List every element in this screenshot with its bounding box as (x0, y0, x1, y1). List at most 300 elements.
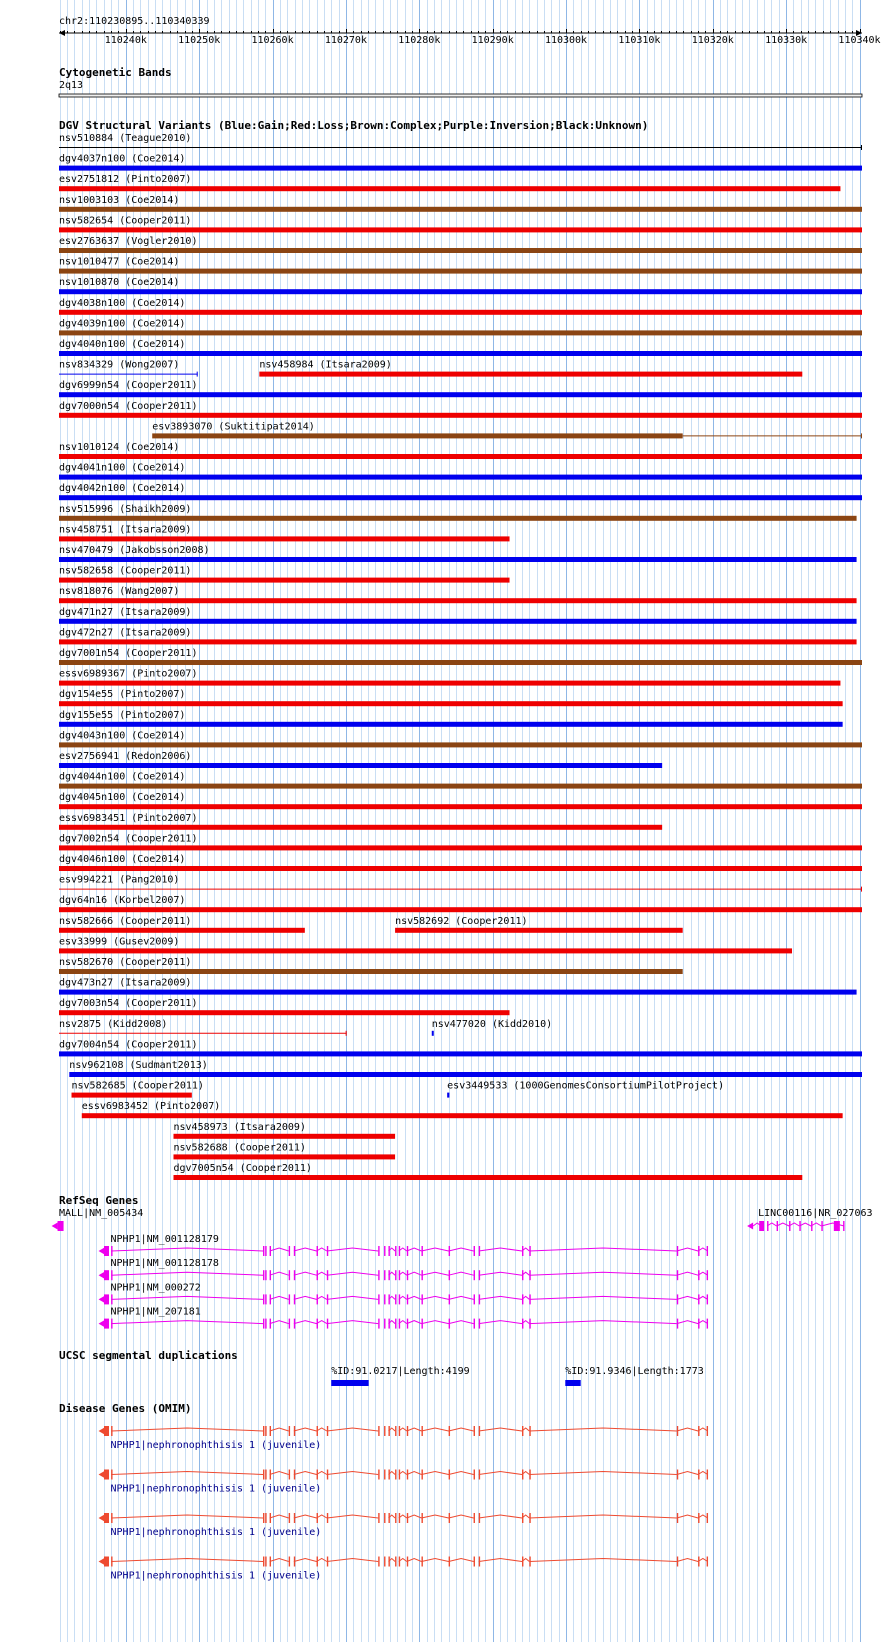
omim-gene-exon (104, 1470, 109, 1480)
refseq-transcript-exon (529, 1294, 530, 1304)
refseq-transcript-intron (449, 1248, 474, 1251)
segdup-track-title: UCSC segmental duplications (59, 1349, 238, 1362)
omim-gene-exon (479, 1470, 480, 1480)
refseq-transcript-exon (707, 1270, 708, 1280)
omim-gene-exon (474, 1426, 475, 1436)
omim-gene-exon (111, 1470, 112, 1480)
omim-gene-exon (265, 1470, 266, 1480)
omim-gene-intron (327, 1472, 378, 1475)
omim-gene-exon (265, 1513, 266, 1523)
refseq-transcript-exon (294, 1294, 295, 1304)
omim-gene-intron (317, 1559, 327, 1562)
omim-gene-intron (677, 1472, 698, 1475)
omim-gene-exon (677, 1426, 678, 1436)
refseq-transcript-intron (317, 1248, 327, 1251)
dgv-variant-label: dgv473n27 (Itsara2009) (59, 977, 192, 989)
strand-arrow-icon (99, 1515, 105, 1522)
refseq-transcript-intron (407, 1248, 422, 1251)
refseq-transcript-exon (677, 1294, 678, 1304)
dgv-variant-bar (69, 1072, 862, 1077)
refseq-transcript-exon (407, 1319, 408, 1329)
omim-gene-exon (104, 1513, 109, 1523)
omim-gene-exon (294, 1470, 295, 1480)
refseq-gene-intron (777, 1223, 789, 1226)
refseq-transcript-intron (407, 1272, 422, 1275)
refseq-gene-exon (799, 1221, 800, 1231)
refseq-transcript-exon (270, 1319, 271, 1329)
refseq-transcript-intron (698, 1248, 708, 1251)
dgv-variant-bar (395, 928, 683, 933)
omim-gene-intron (327, 1428, 378, 1431)
refseq-transcript-intron (479, 1248, 522, 1251)
omim-gene-exon (677, 1513, 678, 1523)
refseq-transcript-exon (479, 1270, 480, 1280)
refseq-transcript-exon (289, 1294, 290, 1304)
omim-gene-exon (449, 1557, 450, 1567)
omim-gene-exon (265, 1557, 266, 1567)
omim-gene-exon (294, 1426, 295, 1436)
dgv-variant-bar (59, 701, 843, 706)
omim-gene-exon (399, 1470, 400, 1480)
omim-gene-exon (104, 1426, 109, 1436)
refseq-transcript-exon (289, 1319, 290, 1329)
omim-gene-intron (421, 1428, 448, 1431)
omim-gene-exon (388, 1470, 389, 1480)
refseq-transcript-exon (529, 1270, 530, 1280)
cytoband-track-title: Cytogenetic Bands (59, 66, 172, 79)
omim-gene-exon (395, 1557, 396, 1567)
dgv-variant-bar (59, 289, 862, 294)
refseq-transcript-exon (289, 1270, 290, 1280)
omim-gene-exon (707, 1513, 708, 1523)
refseq-transcript-intron (479, 1321, 522, 1324)
omim-gene-intron (111, 1428, 263, 1431)
dgv-variant-bar (59, 784, 862, 789)
refseq-transcript-exon (384, 1270, 385, 1280)
dgv-variant-bar (59, 227, 862, 232)
dgv-variant-bar (59, 619, 857, 624)
refseq-transcript-intron (317, 1321, 327, 1324)
ruler-tick-label: 110300k (544, 35, 588, 46)
strand-arrow-icon (747, 1223, 753, 1230)
cytoband-label: 2q13 (59, 80, 84, 91)
omim-gene-exon (449, 1470, 450, 1480)
omim-gene-exon (529, 1513, 530, 1523)
omim-gene-exon (529, 1426, 530, 1436)
dgv-variant-bar (59, 557, 857, 562)
omim-gene-exon (522, 1426, 523, 1436)
refseq-transcript-exon (522, 1270, 523, 1280)
refseq-transcript-exon (529, 1246, 530, 1256)
dgv-variant-label: dgv7003n54 (Cooper2011) (59, 998, 198, 1010)
refseq-gene-exon (777, 1221, 778, 1231)
omim-gene-exon (388, 1426, 389, 1436)
refseq-transcript-intron (529, 1296, 676, 1299)
omim-gene-exon (421, 1470, 422, 1480)
refseq-transcript-intron (294, 1248, 317, 1251)
dgv-variant-label: esv2751812 (Pinto2007) (59, 174, 192, 186)
dgv-variant-label: nsv1010870 (Coe2014) (59, 277, 180, 289)
dgv-variant-bar (59, 969, 683, 974)
refseq-transcript-exon (378, 1319, 379, 1329)
refseq-gene-exon (821, 1221, 822, 1231)
refseq-transcript-exon (407, 1246, 408, 1256)
dgv-variant-label: essv6983452 (Pinto2007) (81, 1101, 221, 1113)
refseq-transcript-label: NPHP1|NM_000272 (110, 1282, 201, 1294)
omim-gene-exon (294, 1557, 295, 1567)
omim-gene-intron (270, 1559, 289, 1562)
dgv-variant-bar (59, 990, 857, 995)
refseq-transcript-exon (421, 1270, 422, 1280)
refseq-gene-exon (834, 1221, 840, 1231)
omim-gene-exon (378, 1426, 379, 1436)
refseq-transcript-exon (111, 1246, 112, 1256)
dgv-variant-label: dgv64n16 (Korbel2007) (59, 895, 186, 907)
dgv-variant-bar (59, 804, 862, 809)
dgv-variant-label: nsv2875 (Kidd2008) (59, 1018, 168, 1030)
dgv-variant-label: essv6989367 (Pinto2007) (59, 668, 198, 680)
refseq-transcript-exon (263, 1246, 264, 1256)
dgv-variant-bar (59, 454, 862, 459)
omim-gene-intron (449, 1559, 474, 1562)
refseq-transcript-exon (270, 1246, 271, 1256)
omim-gene-exon (327, 1557, 328, 1567)
dgv-variant-bar (173, 1134, 395, 1139)
dgv-variant-label: dgv7004n54 (Cooper2011) (59, 1039, 198, 1051)
omim-gene-exon (263, 1470, 264, 1480)
refseq-transcript-exon (698, 1246, 699, 1256)
omim-gene-intron (327, 1515, 378, 1518)
omim-gene-intron (407, 1472, 422, 1475)
dgv-variant-label: dgv154e55 (Pinto2007) (59, 689, 186, 701)
refseq-transcript-intron (529, 1272, 676, 1275)
refseq-transcript-exon (378, 1294, 379, 1304)
omim-gene-exon (263, 1513, 264, 1523)
refseq-transcript-exon (707, 1319, 708, 1329)
dgv-variant-bar (59, 186, 840, 191)
dgv-variant-bar (59, 475, 862, 480)
omim-gene-intron (449, 1472, 474, 1475)
omim-gene-intron (529, 1515, 676, 1518)
refseq-transcript-label: NPHP1|NM_001128179 (110, 1234, 219, 1245)
dgv-variant-label: dgv4040n100 (Coe2014) (59, 339, 186, 350)
omim-gene-exon (289, 1426, 290, 1436)
dgv-variant-label: nsv1010477 (Coe2014) (59, 256, 180, 268)
dgv-variant-bar (173, 1154, 395, 1159)
refseq-transcript-exon (677, 1319, 678, 1329)
refseq-transcript-exon (407, 1270, 408, 1280)
omim-gene-exon (421, 1513, 422, 1523)
omim-gene-exon (479, 1513, 480, 1523)
refseq-gene-intron (767, 1223, 777, 1226)
refseq-transcript-exon (111, 1270, 112, 1280)
omim-gene-exon (289, 1557, 290, 1567)
ruler-tick-label: 110280k (398, 35, 441, 46)
dgv-variant-bar (59, 598, 857, 603)
omim-gene-intron (111, 1515, 263, 1518)
refseq-transcript-intron (677, 1248, 698, 1251)
refseq-transcript-exon (399, 1270, 400, 1280)
ruler-tick-label: 110240k (104, 35, 147, 46)
omim-gene-intron (111, 1559, 263, 1562)
omim-gene-exon (449, 1513, 450, 1523)
omim-gene-intron (479, 1559, 522, 1562)
refseq-transcript-exon (327, 1270, 328, 1280)
refseq-transcript-exon (395, 1319, 396, 1329)
refseq-transcript-intron (449, 1296, 474, 1299)
dgv-variant-label: esv3449533 (1000GenomesConsortiumPilotProject) (447, 1080, 725, 1092)
strand-arrow-icon (99, 1428, 105, 1435)
refseq-transcript-intron (294, 1272, 317, 1275)
omim-gene-intron (529, 1428, 676, 1431)
dgv-variant-bar (59, 310, 862, 315)
omim-gene-intron (479, 1515, 522, 1518)
omim-gene-exon (449, 1426, 450, 1436)
refseq-transcript-intron (317, 1272, 327, 1275)
refseq-transcript-exon (421, 1294, 422, 1304)
omim-gene-exon (104, 1557, 109, 1567)
refseq-transcript-intron (111, 1296, 263, 1299)
omim-gene-exon (399, 1426, 400, 1436)
refseq-transcript-exon (388, 1294, 389, 1304)
segdup-bar (331, 1380, 368, 1386)
refseq-transcript-intron (421, 1321, 448, 1324)
omim-gene-exon (522, 1513, 523, 1523)
refseq-transcript-intron (529, 1248, 676, 1251)
dgv-variant-bar (59, 866, 862, 871)
refseq-transcript-intron (407, 1321, 422, 1324)
omim-gene-exon (479, 1557, 480, 1567)
refseq-transcript-exon (384, 1319, 385, 1329)
dgv-variant-bar (59, 269, 862, 274)
omim-gene-exon (474, 1557, 475, 1567)
refseq-transcript-intron (449, 1272, 474, 1275)
refseq-transcript-intron (421, 1272, 448, 1275)
omim-gene-intron (421, 1515, 448, 1518)
refseq-transcript-exon (474, 1319, 475, 1329)
refseq-transcript-intron (421, 1248, 448, 1251)
dgv-variant-bar (59, 495, 862, 500)
refseq-transcript-label: NPHP1|NM_207181 (110, 1306, 201, 1318)
omim-gene-label: NPHP1|nephronophthisis 1 (juvenile) (110, 1527, 322, 1538)
omim-gene-exon (327, 1426, 328, 1436)
refseq-transcript-intron (698, 1321, 708, 1324)
refseq-gene-exon (759, 1221, 764, 1231)
refseq-transcript-exon (388, 1246, 389, 1256)
omim-gene-label: NPHP1|nephronophthisis 1 (juvenile) (110, 1570, 322, 1582)
omim-gene-exon (388, 1513, 389, 1523)
refseq-transcript-intron (327, 1321, 378, 1324)
omim-gene-exon (395, 1513, 396, 1523)
refseq-transcript-exon (265, 1270, 266, 1280)
omim-gene-intron (270, 1472, 289, 1475)
refseq-transcript-exon (270, 1294, 271, 1304)
omim-gene-intron (317, 1515, 327, 1518)
omim-gene-exon (399, 1557, 400, 1567)
refseq-transcript-intron (677, 1272, 698, 1275)
refseq-transcript-exon (399, 1246, 400, 1256)
dgv-variant-bar (432, 1031, 434, 1036)
dgv-variant-bar (59, 681, 840, 686)
omim-gene-exon (317, 1426, 318, 1436)
refseq-transcript-exon (294, 1270, 295, 1280)
refseq-transcript-intron (111, 1248, 263, 1251)
omim-gene-exon (378, 1513, 379, 1523)
refseq-transcript-exon (104, 1294, 109, 1304)
omim-gene-exon (294, 1513, 295, 1523)
omim-gene-exon (263, 1557, 264, 1567)
ruler-tick-label: 110340k (838, 35, 881, 46)
refseq-transcript-exon (265, 1246, 266, 1256)
omim-gene-exon (384, 1470, 385, 1480)
refseq-transcript-exon (317, 1319, 318, 1329)
dgv-variant-label: dgv7000n54 (Cooper2011) (59, 400, 198, 412)
refseq-transcript-intron (111, 1272, 263, 1275)
refseq-transcript-exon (449, 1246, 450, 1256)
omim-gene-exon (677, 1557, 678, 1567)
dgv-variant-label: dgv4041n100 (Coe2014) (59, 462, 186, 474)
refseq-transcript-exon (104, 1319, 109, 1329)
dgv-variant-label: nsv477020 (Kidd2010) (431, 1018, 553, 1030)
omim-gene-exon (270, 1557, 271, 1567)
refseq-transcript-intron (327, 1248, 378, 1251)
dgv-variant-label: esv994221 (Pang2010) (59, 874, 180, 886)
refseq-transcript-exon (294, 1246, 295, 1256)
refseq-transcript-exon (104, 1270, 109, 1280)
refseq-gene-exon (789, 1221, 790, 1231)
dgv-variant-label: dgv6999n54 (Cooper2011) (59, 380, 198, 392)
omim-gene-intron (317, 1472, 327, 1475)
refseq-transcript-intron (270, 1272, 289, 1275)
dgv-variant-bar (59, 578, 510, 583)
strand-arrow-icon (99, 1471, 105, 1478)
dgv-variant-label: dgv4046n100 (Coe2014) (59, 854, 186, 865)
refseq-gene-intron (799, 1223, 811, 1226)
dgv-variant-label: nsv582658 (Cooper2011) (59, 565, 192, 577)
dgv-variant-bar (59, 763, 662, 768)
strand-arrow-icon (52, 1223, 58, 1230)
omim-gene-intron (479, 1472, 522, 1475)
omim-gene-exon (384, 1557, 385, 1567)
dgv-variant-label: nsv962108 (Sudmant2013) (69, 1060, 208, 1071)
refseq-transcript-exon (698, 1270, 699, 1280)
refseq-transcript-exon (384, 1246, 385, 1256)
omim-gene-intron (698, 1515, 708, 1518)
dgv-variant-bar (259, 372, 802, 377)
dgv-variant-label: dgv472n27 (Itsara2009) (59, 627, 192, 639)
omim-gene-intron (407, 1515, 422, 1518)
refseq-transcript-exon (474, 1270, 475, 1280)
dgv-variant-label: nsv458751 (Itsara2009) (59, 524, 192, 536)
refseq-transcript-exon (707, 1294, 708, 1304)
refseq-transcript-exon (522, 1246, 523, 1256)
omim-gene-exon (270, 1426, 271, 1436)
omim-gene-exon (407, 1557, 408, 1567)
omim-gene-exon (698, 1426, 699, 1436)
dgv-variant-label: esv2756941 (Redon2006) (59, 751, 192, 762)
omim-gene-exon (407, 1470, 408, 1480)
refseq-transcript-intron (270, 1248, 289, 1251)
omim-gene-exon (263, 1426, 264, 1436)
refseq-transcript-exon (111, 1319, 112, 1329)
omim-gene-exon (395, 1426, 396, 1436)
segdup-bar (565, 1380, 580, 1386)
refseq-transcript-intron (449, 1321, 474, 1324)
omim-gene-exon (698, 1470, 699, 1480)
omim-gene-intron (294, 1515, 317, 1518)
omim-gene-exon (111, 1557, 112, 1567)
refseq-transcript-exon (698, 1319, 699, 1329)
refseq-transcript-intron (677, 1321, 698, 1324)
dgv-variant-bar (173, 1175, 802, 1180)
refseq-transcript-intron (327, 1272, 378, 1275)
refseq-transcript-exon (263, 1294, 264, 1304)
omim-gene-exon (529, 1470, 530, 1480)
refseq-transcript-exon (317, 1294, 318, 1304)
ruler-tick-label: 110270k (324, 35, 367, 46)
ruler-tick-label: 110260k (251, 35, 294, 46)
omim-gene-exon (384, 1513, 385, 1523)
refseq-transcript-exon (317, 1270, 318, 1280)
strand-arrow-icon (99, 1296, 105, 1303)
dgv-variant-label: nsv1003103 (Coe2014) (59, 194, 180, 206)
dgv-variant-label: nsv582670 (Cooper2011) (59, 957, 192, 968)
refseq-transcript-intron (698, 1296, 708, 1299)
omim-gene-exon (317, 1557, 318, 1567)
refseq-gene-intron (821, 1223, 844, 1226)
refseq-transcript-intron (327, 1296, 378, 1299)
dgv-variant-label: nsv1010124 (Coe2014) (59, 442, 180, 453)
refseq-transcript-exon (407, 1294, 408, 1304)
ruler-tick-label: 110290k (471, 35, 514, 46)
refseq-transcript-intron (698, 1272, 708, 1275)
omim-gene-exon (317, 1513, 318, 1523)
refseq-transcript-exon (474, 1246, 475, 1256)
omim-gene-intron (479, 1428, 522, 1431)
dgv-variant-bar (82, 1113, 843, 1118)
dgv-variant-bar (59, 330, 862, 335)
strand-arrow-icon (99, 1320, 105, 1327)
omim-gene-exon (270, 1470, 271, 1480)
refseq-transcript-intron (677, 1296, 698, 1299)
omim-gene-intron (698, 1472, 708, 1475)
refseq-transcript-exon (294, 1319, 295, 1329)
refseq-gene-intron (789, 1223, 799, 1226)
dgv-variant-label: dgv4045n100 (Coe2014) (59, 792, 186, 804)
dgv-variant-label: dgv4043n100 (Coe2014) (59, 730, 186, 742)
refseq-transcript-exon (265, 1294, 266, 1304)
omim-gene-exon (289, 1513, 290, 1523)
dgv-variant-label: nsv582692 (Cooper2011) (395, 915, 528, 927)
dgv-variant-bar (59, 660, 862, 665)
omim-gene-intron (421, 1559, 448, 1562)
refseq-transcript-exon (707, 1246, 708, 1256)
dgv-variant-label: nsv470479 (Jakobsson2008) (59, 545, 210, 556)
dgv-variant-label: dgv4044n100 (Coe2014) (59, 771, 186, 783)
omim-gene-exon (111, 1426, 112, 1436)
ruler-tick-label: 110330k (765, 35, 808, 46)
omim-gene-intron (270, 1515, 289, 1518)
refseq-transcript-exon (265, 1319, 266, 1329)
refseq-transcript-intron (294, 1321, 317, 1324)
omim-gene-exon (677, 1470, 678, 1480)
dgv-variant-label: dgv4038n100 (Coe2014) (59, 297, 186, 309)
dgv-variant-bar (59, 166, 862, 171)
refseq-transcript-exon (698, 1294, 699, 1304)
dgv-variant-label: dgv7001n54 (Cooper2011) (59, 648, 198, 659)
dgv-variant-label: dgv4037n100 (Coe2014) (59, 153, 186, 165)
dgv-variant-label: nsv510884 (Teague2010) (59, 133, 192, 144)
